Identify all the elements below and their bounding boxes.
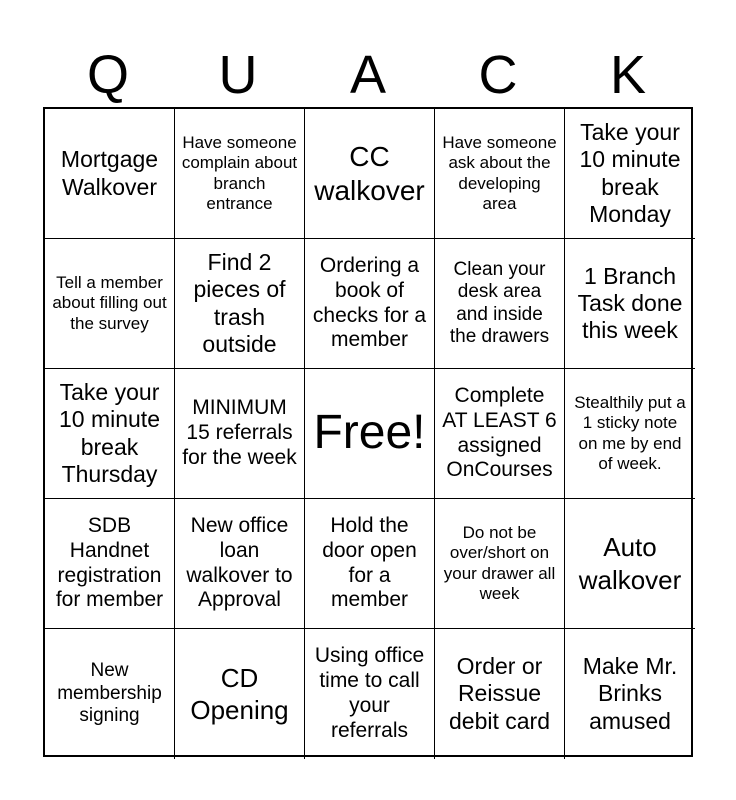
header-letter-q: Q bbox=[86, 45, 129, 105]
header-letter-k: K bbox=[609, 45, 647, 105]
bingo-cell: CD Opening bbox=[175, 629, 305, 759]
bingo-cell: MINIMUM 15 referrals for the week bbox=[175, 369, 305, 499]
bingo-cell: Using office time to call your referrals bbox=[305, 629, 435, 759]
bingo-cell: Auto walkover bbox=[565, 499, 695, 629]
bingo-cell: New office loan walkover to Approval bbox=[175, 499, 305, 629]
bingo-cell: CC walkover bbox=[305, 109, 435, 239]
bingo-cell: Stealthily put a 1 sticky note on me by end of week. bbox=[565, 369, 695, 499]
bingo-cell: 1 Branch Task done this week bbox=[565, 239, 695, 369]
bingo-cell: Clean your desk area and inside the drawers bbox=[435, 239, 565, 369]
bingo-cell: Hold the door open for a member bbox=[305, 499, 435, 629]
header-letter-a: A bbox=[349, 45, 387, 105]
bingo-header bbox=[43, 44, 693, 106]
bingo-cell: Do not be over/short on your drawer all week bbox=[435, 499, 565, 629]
bingo-board bbox=[43, 107, 693, 757]
free-space: Free! bbox=[305, 369, 435, 499]
bingo-cell: Mortgage Walkover bbox=[45, 109, 175, 239]
header-letter-u: U bbox=[218, 45, 258, 105]
bingo-cell: Have someone complain about branch entrance bbox=[175, 109, 305, 239]
bingo-cell: Have someone ask about the developing area bbox=[435, 109, 565, 239]
bingo-cell: Take your 10 minute break Thursday bbox=[45, 369, 175, 499]
bingo-cell: Order or Reissue debit card bbox=[435, 629, 565, 759]
header-letter-c: C bbox=[478, 45, 518, 105]
bingo-cell: SDB Handnet registration for member bbox=[45, 499, 175, 629]
bingo-cell: Find 2 pieces of trash outside bbox=[175, 239, 305, 369]
bingo-cell: Make Mr. Brinks amused bbox=[582, 653, 678, 734]
bingo-cell: Ordering a book of checks for a member bbox=[305, 239, 435, 369]
bingo-cell: New membership signing bbox=[45, 629, 175, 759]
bingo-cell: Complete AT LEAST 6 assigned OnCourses bbox=[435, 369, 565, 499]
bingo-cell: Take your 10 minute break Monday bbox=[565, 109, 695, 239]
bingo-cell: Tell a member about filling out the survey bbox=[45, 239, 175, 369]
